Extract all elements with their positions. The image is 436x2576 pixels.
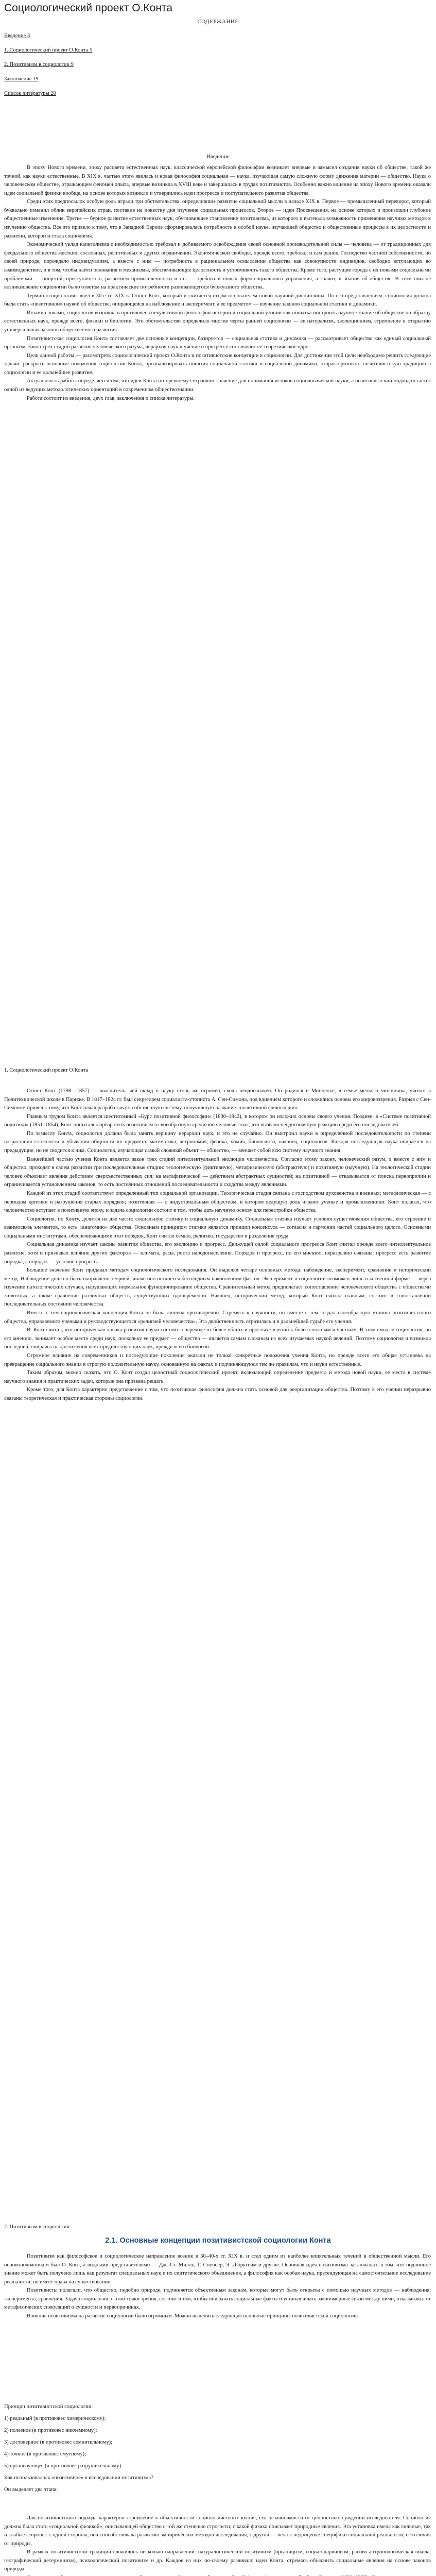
toc-link-conclusion[interactable]: Заключение 19 bbox=[4, 76, 39, 82]
toc-link-references[interactable]: Список литературы 20 bbox=[4, 91, 56, 96]
list-item: 3) достоверное (в противовес сомнительному); bbox=[4, 2439, 113, 2445]
section-2-heading: 2. Позитивизм в социологии bbox=[4, 2224, 70, 2230]
paragraph: Актуальность работы определяется тем, что идеи Конта по-прежнему сохраняют значение для понимания истоков социологической науки, а позитивистский подход остается одной из ведущих методологических ориентаций в современном обществознании. bbox=[4, 378, 431, 393]
table-of-contents bbox=[4, 29, 426, 101]
intro-body bbox=[4, 164, 431, 403]
section-1-body bbox=[4, 1087, 431, 1403]
toc-link-introduction[interactable]: Введение 3 bbox=[4, 33, 30, 39]
paragraph: Таким образом, можно сказать, что О. Конт создал целостный социологический проект, включающий определение предмета и метода новой науки, ее места в системе научного знания и практических задач, которые она призвана решать. bbox=[4, 1370, 431, 1384]
paragraph: Позитивизм как философское и социологическое направление возник в 30–40-х гг. XIX в. и стал одним из наиболее влиятельных течений в общественной мысли. Его основоположником был О. Конт, а видными представителями — Дж. Ст. Милль, Г. Спенсер, Э. Дюркгейм и другие. Основная идея позитивизма заключалась в том, что подлинное знание может быть получено лишь как результат специальных наук и их синтетического объединения, а философия как особая наука, претендующая на самостоятельное исследование реальности, не имеет права на существование. bbox=[4, 2253, 431, 2285]
principles-list bbox=[4, 2401, 153, 2496]
paragraph: Главным трудом Конта является шеститомный «Курс позитивной философии» (1830–1842), в котором он изложил основы своего учения. Позднее, в «Системе позитивной политики» (1851–1854), Конт попытался превратить позитивизм в своеобразную «религию человечества», что вызвало неоднозначную реакцию среди его последователей. bbox=[4, 1113, 431, 1128]
paragraph: Термин «социология» ввел в 30-е гг. XIX в. Огюст Конт, который и считается отцом-основателем новой научной дисциплины. По его представлениям, социология должна была стать «позитивной» наукой об обществе, опирающейся на наблюдение и эксперимент, а ее предметом — изучение законов социальной статики и динамики. bbox=[4, 293, 431, 308]
paragraph: По замыслу Конта, социология должна была занять вершину иерархии наук, и это не случайно. Он выстроил науки в определенной последовательности по степени возрастания сложности и убывания общности их предмета: математика, астрономия, физика, химия, биология и, наконец, социология. Каждая последующая наука опирается на предыдущие, но не сводится к ним. Социология, изучающая самый сложный объект — общество, — венчает собой всю систему научного знания. bbox=[4, 1130, 431, 1154]
paragraph: Позитивисты полагали, что общество, подобно природе, подчиняется объективным законам, которые могут быть открыты с помощью научных методов — наблюдения, эксперимента, сравнения. Задача социологии, с этой точки зрения, состоит в том, чтобы описывать социальные факты и устанавливать закономерные связи между ними, отказываясь от метафизических спекуляций о сущности и первопричинах. bbox=[4, 2287, 431, 2311]
paragraph: Вместе с тем социологическая концепция Конта не была лишена противоречий. Стремясь к научности, он вместе с тем создал своеобразную утопию позитивистского общества, управляемого учеными и руководствующегося «религией человечества». Эта двойственность отразилась и в дальнейшей судьбе его учения. bbox=[4, 1310, 431, 1325]
toc-link-section-2[interactable]: 2. Позитивизм в социологии 9 bbox=[4, 62, 74, 67]
paragraph: Огромное влияние на современников и последующие поколения оказали не только конкретные положения учения Конта, но прежде всего его общая установка на превращение социального знания в строгую положительную науку, основанную на фактах и подчиняющуюся тем же правилам, что и науки естественные. bbox=[4, 1352, 431, 1367]
list-item: 1) реальный (в противовес химерическому); bbox=[4, 2416, 106, 2421]
paragraph: Социальная динамика изучает законы развития общества, его эволюцию и прогресс. Движущей силой социального прогресса Конт считал прежде всего интеллектуальное развитие, хотя и признавал влияние других факторов — климата, расы, роста народонаселения. Порядок и прогресс, по его мнению, неразрывно связаны: прогресс есть развитие порядка, а порядок — условие прогресса. bbox=[4, 1242, 431, 1265]
paragraph: Каждой из этих стадий соответствует определенный тип социальной организации. Теологическая стадия связана с господством духовенства и военных; метафизическая — с периодом критики и разрушения старых порядков; позитивная — с индустриальным обществом, в котором ведущую роль играют ученые и промышленники. Конт полагал, что человечество вступает в позитивную эпоху, и задача социологии состоит в том, чтобы дать научную основу для перестройки общества. bbox=[4, 1190, 431, 1214]
paragraph: Позитивистская социология Конта составляет две основные концепции, базируется — социальная статика и динамика — рассматривает общество как единый социальный организм. Закон трех стадий развития человеческого разума, иерархия наук и учение о прогрессе составляют ее теоретическое ядро. bbox=[4, 335, 431, 350]
paragraph: В рамках позитивистской традиции сложилось несколько направлений: натуралистический позитивизм (органицизм, социал-дарвинизм, расово-антропологическая школа, географический детерминизм), психологический позитивизм и др. Каждое из них по-своему развивало идеи Конта, стремясь объяснить социальные явления на основе законов природы. bbox=[4, 2549, 431, 2572]
section-2-subheading: 2.1. Основные концепции позитивистской социологии Конта bbox=[105, 2236, 331, 2245]
paragraph: Для позитивистского подхода характерно стремление к объективности социологического знания, его независимости от ценностных суждений исследователя. Социология должна была стать «социальной физикой», описывающей общество с той же степенью строгости, с какой физика описывает природные явления. Эта установка имела как сильные, так и слабые стороны: с одной стороны, она способствовала развитию эмпирических методов исследования, с другой — вела к недооценке специфики социальной реальности, ее отличия от природы. bbox=[4, 2515, 431, 2547]
paragraph: Иными словами, социология возникла в противовес спекулятивной философии истории и социальной утопии как попытка построить научное знание об обществе по образцу естественных наук, прежде всего, физики и биологии. Это обстоятельство определило многие черты ранней социологии — ее натурализм, эволюционизм, стремление к открытию универсальных законов общественного развития. bbox=[4, 310, 431, 333]
list-question: Как использовалось «позитивное» в исследовании позитивизма? bbox=[4, 2475, 153, 2481]
page-title: Социологический проект О.Конта bbox=[4, 2, 173, 14]
intro-heading: Введение bbox=[206, 154, 230, 160]
paragraph: Среди этих предпосылок особую роль играли три обстоятельства, определившие развитие социальной мысли в начале XIX в. Первое — промышленный переворот, который буквально изменил облик европейских стран, поставив на повестку дня изучение социальных процессов. Второе — идеи Просвещения, на основе которых и произошли глубокие общественные изменения. Третье — бурное развитие естественных наук, обусловившее становление позитивизма, из которого и вытекала возможность применения научных методов к изучению общества. Все это привело к тому, что в Западной Европе сформировалась потребность в особой науке, изучающей общество и общественные процессы в их целостности и развитии, которой и стала социология. bbox=[4, 199, 431, 239]
toc-link-section-1[interactable]: 1. Социологический проект О.Конта 5 bbox=[4, 47, 93, 53]
paragraph: Большое значение Конт придавал методам социологического исследования. Он выделял четыре основных метода: наблюдение, эксперимент, сравнение и исторический метод. Наблюдение должно быть направлено теорией, иначе оно останется бесплодным накоплением фактов. Эксперимент в социологии возможен лишь в косвенной форме — через изучение патологических случаев, нарушающих нормальное функционирование общества. Сравнительный метод предполагает сопоставление человеческого общества с обществами животных, а также сравнение различных обществ, существующих одновременно. Наконец, исторический метод, который Конт считал главным, состоит в сопоставлении последовательных состояний человечества. bbox=[4, 1267, 431, 1308]
paragraph: В. Конт считал, что историческая логика развития науки состоит в переходе от более общих и простых явлений к более сложным и частным. В этом смысле социология, по его мнению, занимает особое место среди наук, поскольку ее предмет — общество — является самым сложным из всех изучаемых наукой явлений. Поэтому социология и возникла последней, опираясь на достижения всех предшествующих наук, прежде всего биологии. bbox=[4, 1327, 431, 1350]
list-item: 4) точное (в противовес смутному); bbox=[4, 2451, 86, 2457]
list-label: Принцип позитивистской социологии: bbox=[4, 2404, 93, 2410]
paragraph bbox=[4, 2574, 431, 2576]
section-2-body-a bbox=[4, 2252, 431, 2321]
list-item: 2) полезное (в противовес никчемному); bbox=[4, 2428, 97, 2433]
paragraph: Работа состоит из введения, двух глав, заключения и списка литературы. bbox=[27, 395, 195, 401]
paragraph: Огюст Конт (1798—1857) — мыслитель, чей вклад в науку столь же огромен, сколь неоднозначен. Он родился в Монпелье, в семье мелкого чиновника, учился в Политехнической школе в Париже. В 1817–1824 гг. был секретарем социалиста-утописта А. Сен-Симона, под влиянием которого и сложились основы его мировоззрения. Разрыв с Сен-Симоном привел к тому, что Конт начал разрабатывать собственную систему, получившую название «позитивной философии». bbox=[4, 1088, 431, 1111]
paragraph: Важнейшей частью учения Конта является закон трех стадий интеллектуальной эволюции человечества. Согласно этому закону, человеческий разум, а вместе с ним и общество, проходят в своем развитии три последовательные стадии: теологическую (фиктивную), метафизическую (абстрактную) и позитивную (научную). На теологической стадии человек объясняет явления действием сверхъестественных сил; на метафизической — действием абстрактных сущностей; на позитивной — отказывается от поиска первопричин и ограничивается установлением законов, то есть постоянных отношений последовательности и сходства между явлениями. bbox=[4, 1156, 431, 1188]
paragraph: В эпоху Нового времени, эпоху расцвета естественных наук, классической европейской философии возникает впервые и замысел создания науки об обществе, такой же точной, как науки естественные. В XIX в. частью этого явилась и новая философия социальная — наука, изучающая самую сложную форму движения материи — общество. Наука о человеческом обществе, отражающем феномен опыта, впервые возникла в XVIII веке и завершилась в трудах позитивистов. Особенно важно влияние на эпоху Нового времени оказали идеи социальной физики вообще, на основе которых возникли и утвердились идеи прогресса и поступательного развития общества. bbox=[4, 165, 431, 196]
paragraph: Влияние позитивизма на развитие социологии было огромным. Можно выделить следующие основные принципы позитивистской социологии: bbox=[27, 2313, 358, 2319]
paragraph: Цель данной работы — рассмотреть социологический проект О.Конта и позитивистские концепции в социологии. Для достижения этой цели необходимо решить следующие задачи: раскрыть основные положения социологии Конта, проанализировать понятия социальной статики и социальной динамики, охарактеризовать позитивистскую традицию в социологии и ее дальнейшее развитие. bbox=[4, 352, 431, 376]
list-answer: Он выделяет два этапа: bbox=[4, 2487, 58, 2493]
paragraph: Социология, по Конту, делится на две части: социальную статику и социальную динамику. Социальная статика изучает условия существования общества, его строение и взаимосвязь элементов, то есть «анатомию» общества. Основным принципом статики является принцип консенсуса — согласия и гармонии частей социального целого. Основными социальными институтами, обеспечивающими этот порядок, Конт считал семью, религию, государство и разделение труда. bbox=[4, 1216, 431, 1239]
paragraph: Экономический уклад капитализма с необходимостью требовал и добиваемого освобождения своей основной производительной силы — человека — от традиционных для феодального общества жестких, сословных, религиозных и других ограничений. Экономической свободы, прежде всего, требовал и сам рынок. Господство частной собственности, по своей природе, порождало индивидуализм, а вместе с ним — потребность в рациональном осмыслении общества как совокупности индивидов, свободно вступающих во взаимодействие, и в том, чтобы найти основания и механизмы, обеспечивающие целостность и устойчивость такого общества. Кроме того, растущие города с их новыми социальными проблемами — нищетой, преступностью, развитием промышленности и т.п. — требовали новых форм социального управления, а значит, и знания об обществе. В этом смысле возникновение социологии было ответом на практические потребности развивающегося буржуазного общества. bbox=[4, 242, 431, 291]
section-2-body-b bbox=[4, 2514, 431, 2576]
section-1-heading: 1. Социологический проект О.Конта bbox=[4, 1067, 89, 1073]
list-item: 5) организующее (в противовес разрушительному). bbox=[4, 2463, 123, 2469]
toc-heading: СОДЕРЖАНИЕ bbox=[197, 19, 239, 25]
paragraph: Кроме того, для Конта характерно представление о том, что позитивная философия должна стать основой для реорганизации общества. Поэтому в его учении неразрывно связаны теоретическая и практическая стороны социологии. bbox=[4, 1387, 431, 1401]
